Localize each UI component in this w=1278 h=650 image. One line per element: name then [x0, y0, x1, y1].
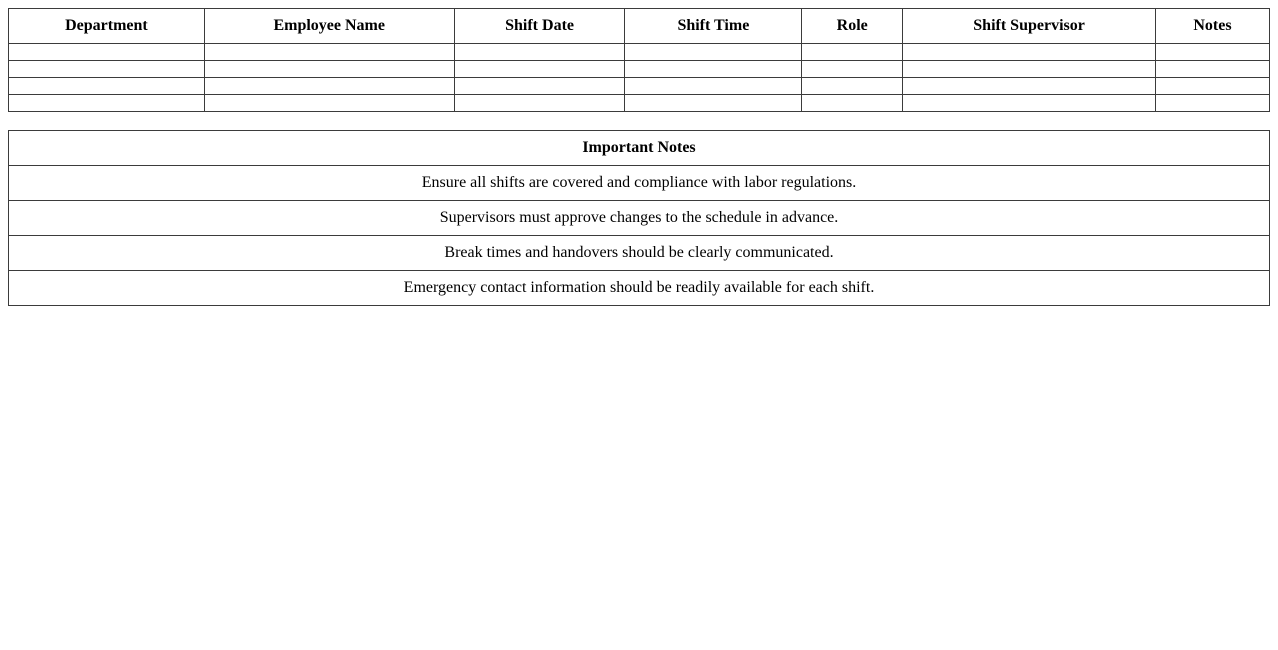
note-row	[9, 166, 1270, 201]
empty-cell	[9, 78, 205, 95]
empty-cell	[625, 78, 802, 95]
column-header-department: Department	[9, 9, 205, 44]
note-text: Ensure all shifts are covered and compliance with labor regulations.	[9, 166, 1270, 201]
empty-cell	[1155, 78, 1269, 95]
column-header-employee-name: Employee Name	[204, 9, 454, 44]
empty-cell	[625, 61, 802, 78]
empty-cell	[204, 44, 454, 61]
empty-cell	[204, 78, 454, 95]
empty-cell	[9, 44, 205, 61]
column-header-shift-supervisor: Shift Supervisor	[903, 9, 1156, 44]
empty-cell	[903, 61, 1156, 78]
empty-cell	[625, 44, 802, 61]
empty-cell	[625, 95, 802, 112]
empty-cell	[903, 44, 1156, 61]
empty-cell	[1155, 95, 1269, 112]
column-header-role: Role	[802, 9, 903, 44]
note-text: Supervisors must approve changes to the schedule in advance.	[9, 201, 1270, 236]
note-text: Emergency contact information should be readily available for each shift.	[9, 271, 1270, 306]
schedule-empty-row	[9, 95, 1270, 112]
empty-cell	[802, 61, 903, 78]
schedule-empty-row	[9, 78, 1270, 95]
column-header-shift-time: Shift Time	[625, 9, 802, 44]
empty-cell	[1155, 61, 1269, 78]
empty-cell	[903, 78, 1156, 95]
empty-cell	[204, 95, 454, 112]
empty-cell	[802, 78, 903, 95]
empty-cell	[903, 95, 1156, 112]
empty-cell	[454, 95, 625, 112]
empty-cell	[9, 61, 205, 78]
note-row	[9, 236, 1270, 271]
important-notes-table	[8, 130, 1270, 306]
empty-cell	[204, 61, 454, 78]
schedule-empty-row	[9, 44, 1270, 61]
note-row	[9, 271, 1270, 306]
empty-cell	[454, 61, 625, 78]
note-text: Break times and handovers should be clearly communicated.	[9, 236, 1270, 271]
empty-cell	[454, 44, 625, 61]
notes-title-row	[9, 131, 1270, 166]
empty-cell	[802, 44, 903, 61]
schedule-empty-row	[9, 61, 1270, 78]
schedule-header-row	[9, 9, 1270, 44]
notes-title: Important Notes	[9, 131, 1270, 166]
schedule-empty-rows	[9, 44, 1270, 112]
empty-cell	[1155, 44, 1269, 61]
column-header-shift-date: Shift Date	[454, 9, 625, 44]
empty-cell	[454, 78, 625, 95]
empty-cell	[9, 95, 205, 112]
column-header-notes: Notes	[1155, 9, 1269, 44]
shift-schedule-table	[8, 8, 1270, 112]
empty-cell	[802, 95, 903, 112]
note-row	[9, 201, 1270, 236]
